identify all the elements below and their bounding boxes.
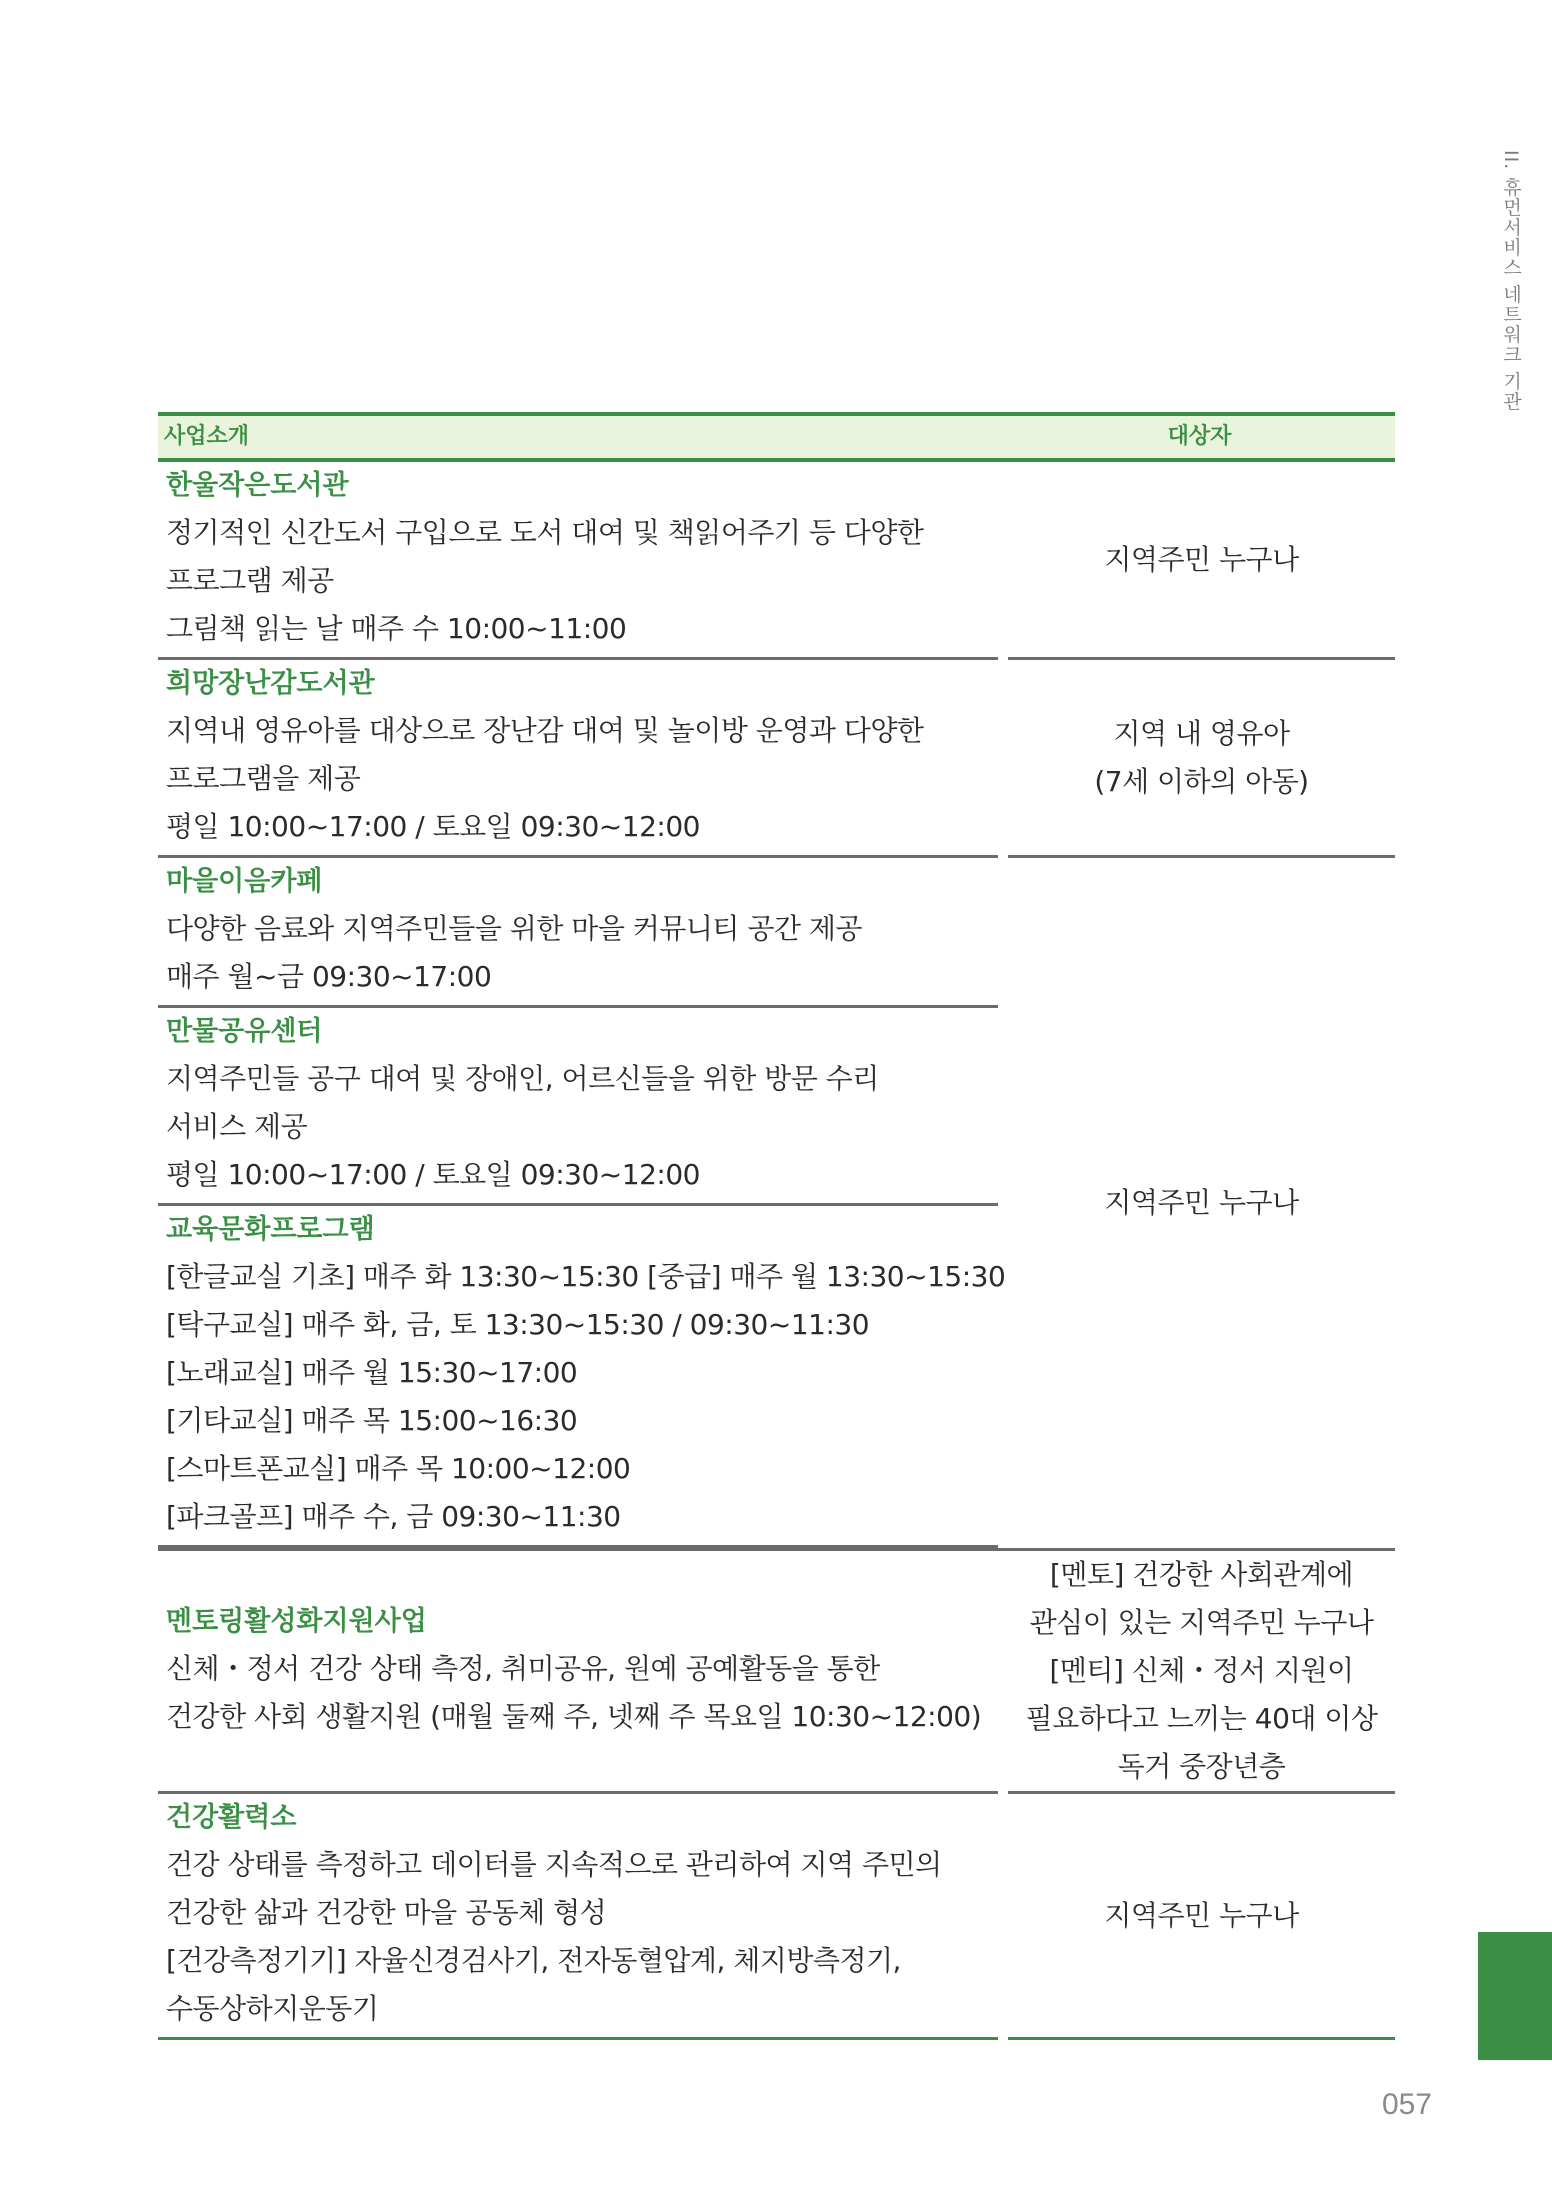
target-text: 지역 내 영유아 <box>1113 716 1290 750</box>
program-entry <box>158 462 998 660</box>
program-schedule: [기타교실] 매주 목 15:00~16:30 <box>166 1404 578 1437</box>
target-cell <box>1008 1551 1395 1794</box>
program-description: 건강한 삶과 건강한 마을 공동체 형성 <box>166 1896 607 1929</box>
program-table <box>158 412 1395 2040</box>
program-title: 멘토링활성화지원사업 <box>166 1605 427 1637</box>
program-description: 서비스 제공 <box>166 1110 308 1143</box>
program-schedule: 매주 월~금 09:30~17:00 <box>166 960 492 993</box>
program-description: 지역주민들 공구 대여 및 장애인, 어르신들을 위한 방문 수리 <box>166 1062 879 1095</box>
target-cell <box>1008 660 1395 858</box>
table-row <box>158 1794 1395 2040</box>
table-row <box>158 660 1395 858</box>
program-description: 프로그램을 제공 <box>166 762 361 795</box>
program-title: 만물공유센터 <box>166 1016 323 1047</box>
target-text: [멘토] 건강한 사회관계에 <box>1049 1558 1354 1591</box>
program-entry <box>158 660 998 858</box>
target-cell-merged <box>1008 858 1395 1548</box>
program-schedule: [탁구교실] 매주 화, 금, 토 13:30~15:30 / 09:30~11:30 <box>166 1308 870 1341</box>
chapter-tab-marker <box>1478 1932 1552 2060</box>
program-title: 마을이음카페 <box>166 866 323 897</box>
program-description: 다양한 음료와 지역주민들을 위한 마을 커뮤니티 공간 제공 <box>166 912 862 945</box>
target-text: 독거 중장년층 <box>1117 1750 1286 1783</box>
program-description: 건강한 사회 생활지원 (매월 둘째 주, 넷째 주 목요일 10:30~12:00) <box>166 1699 982 1733</box>
target-text: (7세 이하의 아동) <box>1094 764 1309 798</box>
target-text: [멘티] 신체・정서 지원이 <box>1049 1654 1354 1687</box>
target-text: 지역주민 누구나 <box>1104 542 1299 576</box>
program-description: 건강 상태를 측정하고 데이터를 지속적으로 관리하여 지역 주민의 <box>166 1848 942 1881</box>
program-title: 희망장난감도서관 <box>166 668 375 699</box>
target-text: 지역주민 누구나 <box>1104 1186 1299 1219</box>
program-entry <box>158 1551 998 1794</box>
target-text: 필요하다고 느끼는 40대 이상 <box>1025 1702 1378 1735</box>
target-text: 지역주민 누구나 <box>1104 1898 1299 1932</box>
program-entry <box>158 858 998 1008</box>
program-equipment: 수동상하지운동기 <box>166 1992 379 2025</box>
target-cell <box>1008 462 1395 660</box>
chapter-side-label: II. 휴먼서비스 네트워크 기관 <box>1500 150 1522 412</box>
page-number: 057 <box>1381 2088 1432 2121</box>
table-header <box>158 416 1395 462</box>
program-schedule: 평일 10:00~17:00 / 토요일 09:30~12:00 <box>166 810 700 843</box>
program-title: 교육문화프로그램 <box>166 1214 375 1245</box>
program-schedule: [한글교실 기초] 매주 화 13:30~15:30 [중급] 매주 월 13:30~15:30 <box>166 1260 1006 1293</box>
target-text: 관심이 있는 지역주민 누구나 <box>1029 1606 1374 1639</box>
program-schedule: [파크골프] 매주 수, 금 09:30~11:30 <box>166 1500 621 1533</box>
program-equipment: [건강측정기기] 자율신경검사기, 전자동혈압계, 체지방측정기, <box>166 1944 901 1977</box>
table-row <box>158 1548 1395 1794</box>
table-row <box>158 462 1395 660</box>
program-description: 신체・정서 건강 상태 측정, 취미공유, 원예 공예활동을 통한 <box>166 1651 880 1685</box>
table-row-group <box>158 858 1395 1548</box>
header-target: 대상자 <box>1167 424 1232 449</box>
program-entry <box>158 1794 998 2040</box>
header-intro: 사업소개 <box>164 424 250 449</box>
program-entry <box>158 1206 1006 1548</box>
program-title: 한울작은도서관 <box>166 470 349 501</box>
program-title: 건강활력소 <box>166 1802 297 1833</box>
program-schedule: 그림책 읽는 날 매주 수 10:00~11:00 <box>166 612 627 645</box>
program-schedule: 평일 10:00~17:00 / 토요일 09:30~12:00 <box>166 1158 700 1191</box>
program-schedule: [스마트폰교실] 매주 목 10:00~12:00 <box>166 1452 631 1485</box>
target-cell <box>1008 1794 1395 2040</box>
program-description: 프로그램 제공 <box>166 564 334 597</box>
program-description: 지역내 영유아를 대상으로 장난감 대여 및 놀이방 운영과 다양한 <box>166 714 924 747</box>
program-schedule: [노래교실] 매주 월 15:30~17:00 <box>166 1356 578 1389</box>
program-entry <box>158 1008 998 1206</box>
program-description: 정기적인 신간도서 구입으로 도서 대여 및 책읽어주기 등 다양한 <box>166 516 924 549</box>
